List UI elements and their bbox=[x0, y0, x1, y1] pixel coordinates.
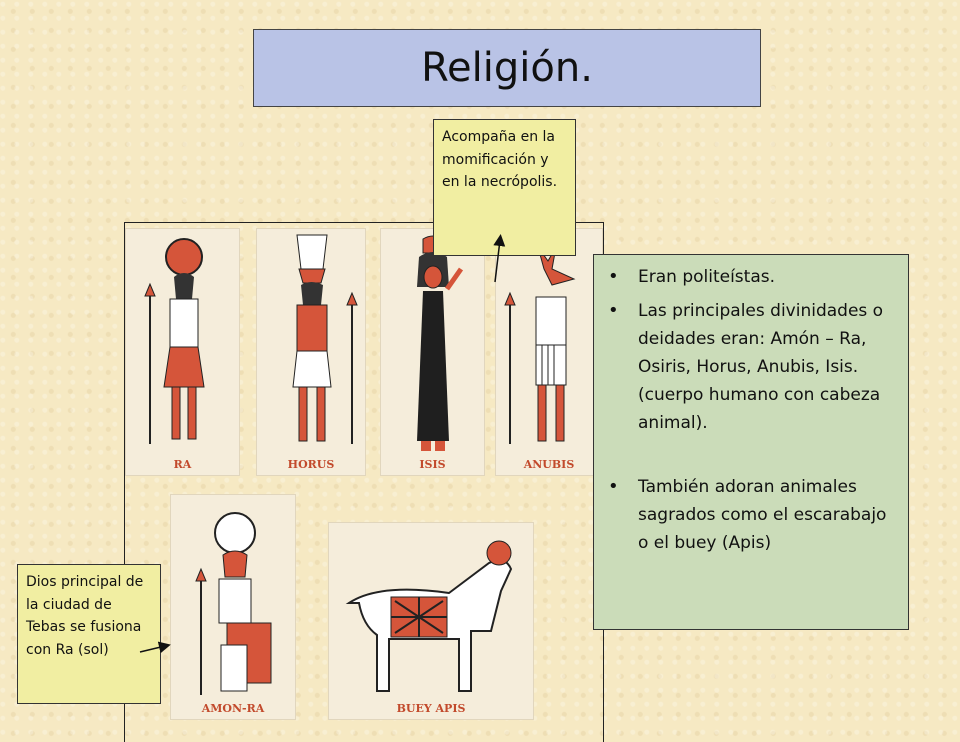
amon-ra-figure-icon bbox=[171, 495, 296, 720]
horus-figure-icon bbox=[257, 229, 366, 476]
bullets-panel bbox=[593, 254, 909, 630]
anubis-figure-icon bbox=[496, 229, 603, 476]
isis-figure-icon bbox=[381, 229, 485, 476]
page-title: Religión. bbox=[421, 45, 593, 91]
deity-card-buey-apis bbox=[328, 522, 534, 720]
deity-card-amon-ra bbox=[170, 494, 296, 720]
ra-figure-icon bbox=[126, 229, 240, 476]
deity-card-anubis bbox=[495, 228, 603, 476]
deity-card-ra bbox=[125, 228, 240, 476]
deity-label-buey-apis: BUEY APIS bbox=[396, 702, 466, 715]
deity-label-anubis: ANUBIS bbox=[523, 458, 575, 471]
callout-amon-ra: Dios principal de la ciudad de Tebas se fusiona con Ra (sol) bbox=[17, 564, 161, 704]
deity-label-amon-ra: AMON-RA bbox=[201, 702, 265, 715]
deity-card-horus bbox=[256, 228, 366, 476]
deity-card-isis bbox=[380, 228, 485, 476]
bull-apis-figure-icon bbox=[329, 523, 534, 720]
bullet-item: • Eran politeístas. bbox=[608, 263, 898, 291]
deity-label-ra: RA bbox=[173, 458, 192, 471]
title-box bbox=[253, 29, 761, 107]
callout-anubis: Acompaña en la momificación y en la necrópolis. bbox=[433, 119, 576, 256]
bullet-list bbox=[608, 263, 898, 557]
deity-label-horus: HORUS bbox=[287, 458, 335, 471]
bullet-item: • También adoran animales sagrados como el escarabajo o el buey (Apis) bbox=[608, 473, 898, 557]
bullet-item: • Las principales divinidades o deidades eran: Amón – Ra, Osiris, Horus, Anubis, Isis.(cuerpo humano con cabeza animal). bbox=[608, 297, 898, 437]
deity-label-isis: ISIS bbox=[419, 458, 446, 471]
